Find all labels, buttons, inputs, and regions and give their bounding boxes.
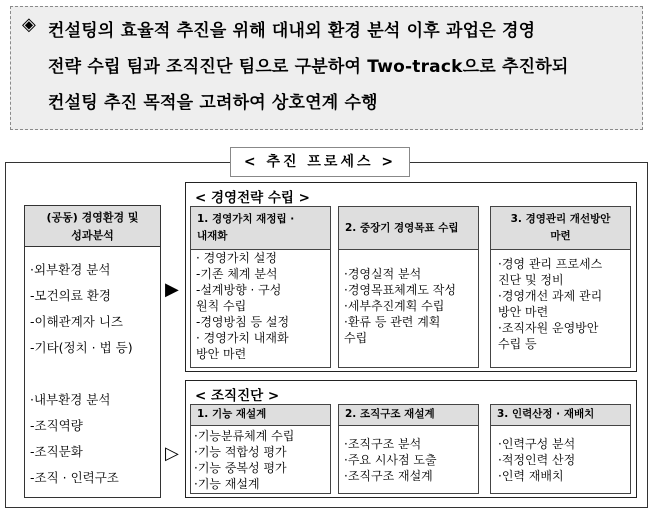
- diagnosis-title: < 조직진단 >: [195, 388, 280, 404]
- list-item: ·조직자원 운영방안: [498, 321, 599, 335]
- list-item: ·경영개선 과제 관리: [498, 289, 603, 303]
- strategy-col2-list: [344, 266, 456, 346]
- process-title: < 추진 프로세스 >: [230, 147, 410, 177]
- common-title-line1: (공동) 경영환경 및: [46, 211, 139, 224]
- diagnosis-col1-header: 1. 기능 재설계: [190, 404, 331, 426]
- diagnosis-col3-list: [498, 436, 575, 484]
- strategy-col1-head-line1: 1. 경영가치 재정립 ·: [197, 213, 295, 225]
- strategy-col1-list: [196, 250, 289, 362]
- diagnosis-col1-list: [194, 428, 294, 492]
- list-item: ·환류 등 관련 계획: [344, 315, 441, 329]
- intro-line-1: 컨설팅의 효율적 추진을 위해 대내외 환경 분석 이후 과업은 경영: [48, 21, 536, 41]
- list-item: -기존 체계 분석: [196, 267, 278, 281]
- strategy-col3-list: [498, 256, 602, 352]
- list-item: ·기능 재설계: [194, 477, 260, 491]
- list-item: -설계방향 · 구성: [196, 283, 282, 297]
- list-item: ·외부환경 분석: [30, 262, 111, 277]
- list-item: -이해관계자 니즈: [30, 314, 124, 329]
- list-item: · 경영가치 설정: [196, 251, 277, 265]
- list-item: ·주요 시사점 도출: [344, 453, 437, 467]
- list-item: 방안 마련: [196, 347, 247, 361]
- list-item: ·기능 중복성 평가: [194, 461, 287, 475]
- diamond-bullet-icon: ◈: [22, 14, 36, 35]
- filled-arrow-icon: ▶: [165, 279, 179, 300]
- list-item: 방안 마련: [498, 305, 549, 319]
- list-item: 원칙 수립: [196, 299, 247, 313]
- list-item: ·세부추진계획 수립: [344, 299, 445, 313]
- list-item: -조직역량: [30, 418, 83, 433]
- list-item: -기타(정치 · 법 등): [30, 340, 133, 355]
- strategy-col3-header: [490, 206, 631, 250]
- diagnosis-col2-header: 2. 조직구조 재설계: [338, 404, 479, 426]
- list-item: -조직 · 인력구조: [30, 470, 119, 485]
- diagnosis-col2-list: [344, 436, 437, 484]
- list-item: ·경영목표체계도 작성: [344, 283, 456, 297]
- list-item: ·조직구조 재설계: [344, 469, 433, 483]
- strategy-col3-head-line1: 3. 경영관리 개선방안: [510, 213, 611, 225]
- intro-line-2: 전략 수립 팀과 조직진단 팀으로 구분하여 Two-track으로 추진하되: [48, 57, 569, 77]
- list-item: ·인력구성 분석: [498, 437, 576, 451]
- strategy-col1-head-line2: 내재화: [197, 230, 228, 242]
- common-title-line2: 성과분석: [71, 229, 114, 242]
- list-item: ·적정인력 산정: [498, 453, 576, 467]
- list-item: -모건의료 환경: [30, 288, 111, 303]
- list-item: 수립 등: [498, 337, 537, 351]
- diagnosis-col3-header: 3. 인력산정 · 재배치: [490, 404, 631, 426]
- list-item: ·조직구조 분석: [344, 437, 422, 451]
- outline-arrow-icon: ▷: [165, 443, 179, 464]
- strategy-col3-head-line2: 마련: [550, 230, 571, 242]
- intro-line-3: 컨설팅 추진 목적을 고려하여 상호연계 수행: [48, 93, 378, 113]
- strategy-col1-header: [190, 206, 331, 250]
- list-item: 진단 및 정비: [498, 273, 564, 287]
- list-item: -조직문화: [30, 444, 83, 459]
- list-item: ·기능 적합성 평가: [194, 445, 287, 459]
- list-item: ·기능분류체계 수립: [194, 429, 295, 443]
- strategy-title: < 경영전략 수립 >: [195, 190, 310, 206]
- list-item: ·경영실적 분석: [344, 267, 422, 281]
- strategy-col2-header: 2. 중장기 경영목표 수립: [338, 206, 479, 250]
- list-item: 수립: [344, 331, 368, 345]
- list-item: · 경영가치 내재화: [196, 331, 289, 345]
- list-item: ·인력 재배치: [498, 469, 564, 483]
- list-item: -경영방침 등 설정: [196, 315, 290, 329]
- list-item: ·내부환경 분석: [30, 392, 111, 407]
- list-item: ·경영 관리 프로세스: [498, 257, 603, 271]
- common-analysis-header: [24, 205, 161, 247]
